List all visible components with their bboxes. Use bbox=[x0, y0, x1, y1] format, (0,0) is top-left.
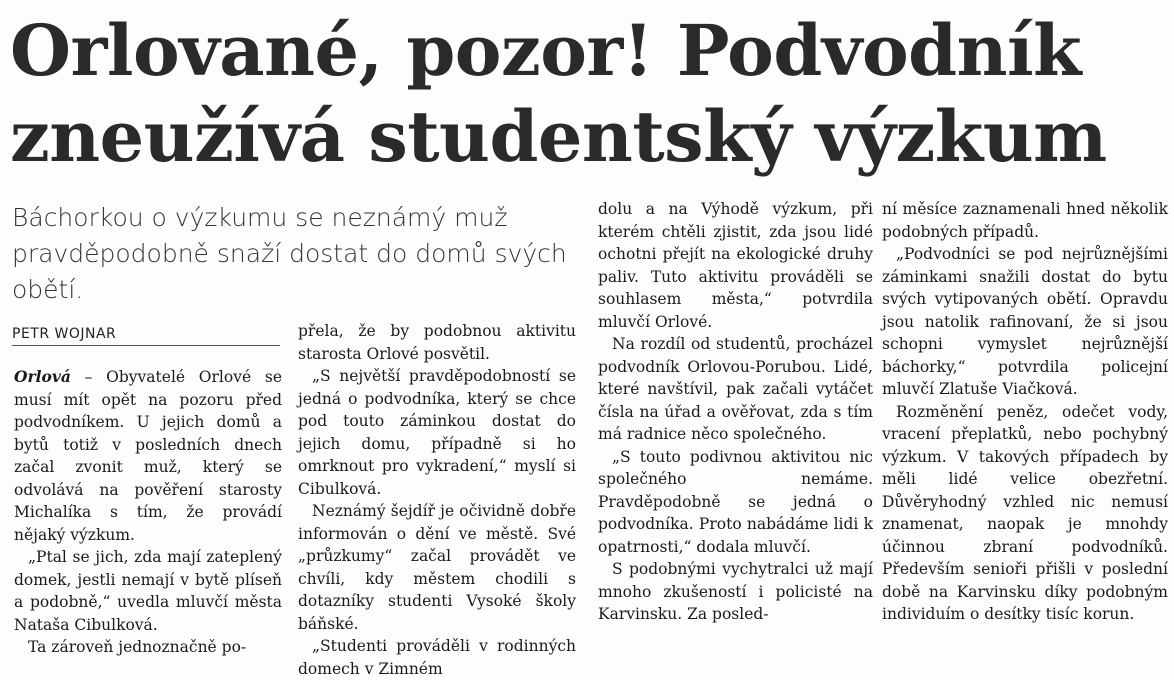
column-4 bbox=[882, 198, 1168, 626]
paragraph bbox=[14, 366, 282, 546]
column-1 bbox=[14, 366, 282, 659]
column-2 bbox=[298, 320, 576, 680]
paragraph: dolu a na Výhodě výzkum, při kterém chtěli zjistit, zda jsou lidé ochotni přejít na ekologické druhy paliv. Tuto aktivitu prováděli se souhlasem města,“ potvrdila mluvčí Orlové. bbox=[598, 200, 873, 331]
paragraph: přela, že by podobnou aktivitu starosta Orlové posvětil. bbox=[298, 322, 576, 363]
headline-line-2: zneužívá studentský výzkum bbox=[10, 95, 1107, 178]
paragraph: Na rozdíl od studentů, procházel podvodník Orlovou-Porubou. Lidé, které navštívil, pak začali vytáčet čísla na úřad a ověřovat, zda s tím má radnice něco společného. bbox=[598, 335, 873, 443]
paragraph: S podobnými vychytralci už mají mnoho zkušeností i policisté na Karvinsku. Za posled- bbox=[598, 560, 873, 623]
paragraph: ní měsíce zaznamenali hned několik podobných případů. bbox=[882, 200, 1168, 241]
paragraph-text: – Obyvatelé Orlové se musí mít opět na pozoru před podvodníkem. U jejich domů a bytů totiž v posledních dnech začal zvonit muž, který se odvolává na pověření starosty Michalíka s tím, že provádí nějaký výzkum. bbox=[14, 368, 282, 544]
paragraph: „Studenti prováděli v rodinných domech v Zimném bbox=[298, 637, 576, 678]
headline bbox=[10, 8, 1170, 180]
dateline: Orlová bbox=[14, 367, 71, 386]
paragraph: „Ptal se jich, zda mají zateplený domek, jestli nemají v bytě plíseň a podobně,“ uvedla mluvčí města Nataša Cibulková. bbox=[14, 548, 282, 634]
paragraph: Ta zároveň jednoznačně po- bbox=[28, 638, 247, 656]
paragraph: „Podvodníci se pod nejrůznějšími záminkami snažili dostat do bytu svých vytipovaných obětí. Opravdu jsou natolik rafinovaní, že si jsou schopni vymyslet nejrůznější báchorky,“ potvrdila policejní mluvčí Zlatuše Viačková. bbox=[882, 245, 1168, 398]
perex: Báchorkou o výzkumu se neznámý muž pravděpodobně snaží dostat do domů svých obětí. bbox=[12, 203, 567, 304]
paragraph: Neznámý šejdíř je očividně dobře informován o dění ve městě. Své „průzkumy“ začal provádět ve chvíli, kdy městem chodili s dotazníky studenti Vysoké školy báňské. bbox=[298, 502, 576, 633]
headline-line-1: Orlované, pozor! Podvodník bbox=[10, 9, 1082, 92]
paragraph: „S touto podivnou aktivitou nic společného nemáme. Pravděpodobně se jedná o podvodníka. Proto nabádáme lidi k opatrnosti,“ dodala mluvčí. bbox=[598, 447, 873, 556]
byline: PETR WOJNAR bbox=[12, 326, 280, 346]
column-3 bbox=[598, 198, 873, 626]
paragraph: Rozměnění peněz, odečet vody, vracení přeplatků, nebo pochybný výzkum. V takových případech by měli lidé velice obezřetní. Důvěryhodný vzhled nic nemusí znamenat, naopak je mnohdy účinnou zbraní podvodníků. Především senioři přišli v poslední době na Karvinsku díky podobným individuím o desítky tisíc korun. bbox=[882, 402, 1168, 623]
paragraph: „S největší pravděpodobností se jedná o podvodníka, který se chce pod touto záminkou dostat do jejich domu, případně si ho omrknout pro vykradení,“ myslí si Cibulková. bbox=[298, 367, 576, 498]
